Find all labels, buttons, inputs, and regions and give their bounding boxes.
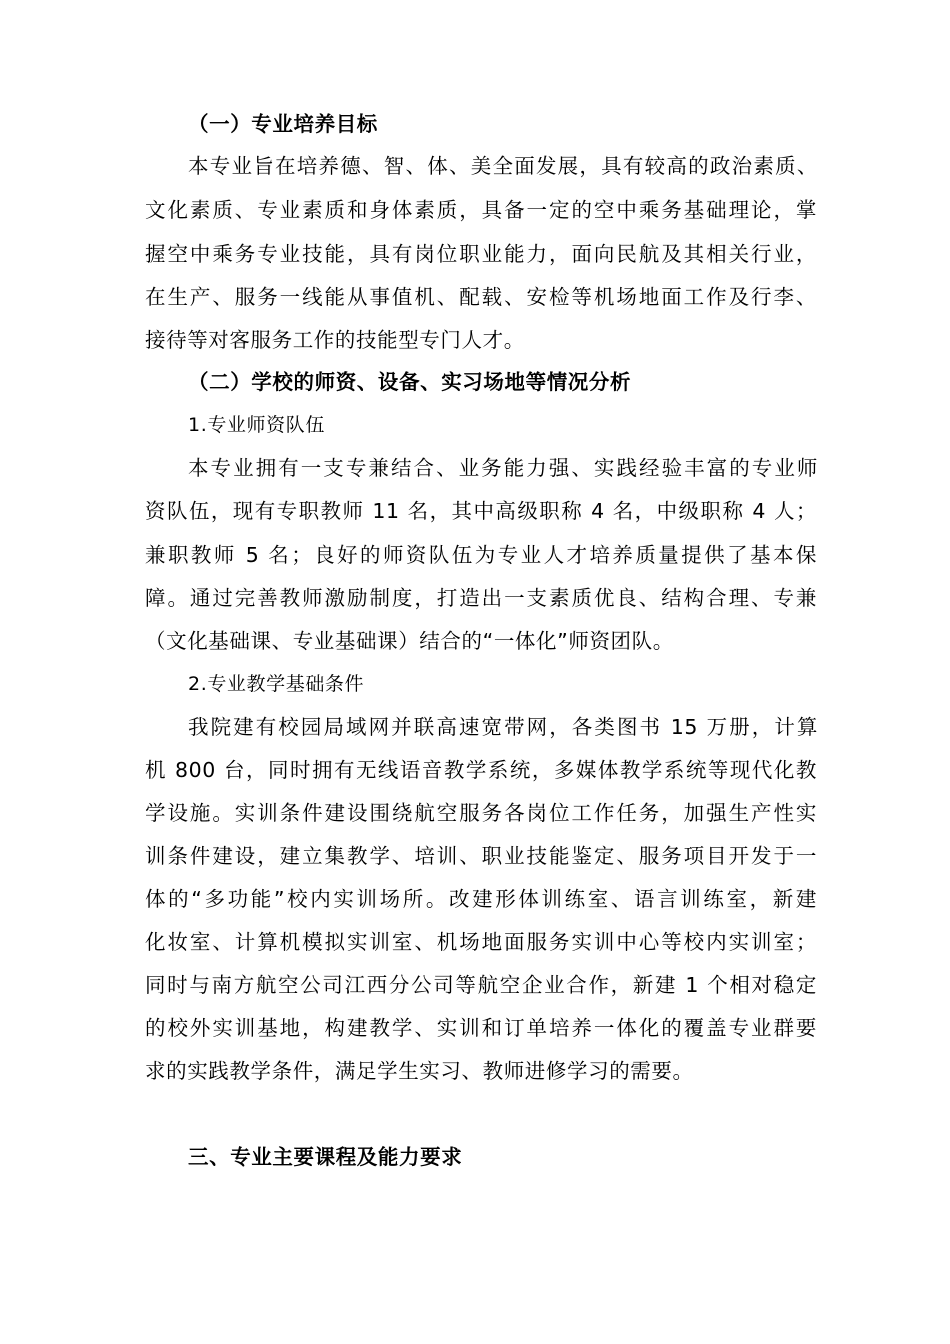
paragraph-line: 文化素质、专业素质和身体素质，具备一定的空中乘务基础理论，掌 [145,198,817,222]
paragraph-line: 化妆室、计算机模拟实训室、机场地面服务实训中心等校内实训室； [145,930,817,954]
paragraph-line: 握空中乘务专业技能，具有岗位职业能力，面向民航及其相关行业， [145,242,817,266]
paragraph-line: 训条件建设，建立集教学、培训、职业技能鉴定、服务项目开发于一 [145,844,817,868]
paragraph-line: 接待等对客服务工作的技能型专门人才。 [145,328,525,352]
paragraph-line: 兼职教师 5 名；良好的师资队伍为专业人才培养质量提供了基本保 [145,543,817,567]
paragraph-line: 的校外实训基地，构建教学、实训和订单培养一体化的覆盖专业群要 [145,1016,817,1040]
paragraph-line: 资队伍，现有专职教师 11 名，其中高级职称 4 名，中级职称 4 人； [145,499,817,523]
chapter-heading-courses: 三、专业主要课程及能力要求 [188,1145,463,1169]
paragraph-line: 机 800 台，同时拥有无线语音教学系统，多媒体教学系统等现代化教 [145,758,817,782]
section-heading-training-goal: （一）专业培养目标 [188,112,378,136]
paragraph-line: 本专业拥有一支专兼结合、业务能力强、实践经验丰富的专业师 [188,456,818,480]
section-heading-analysis: （二）学校的师资、设备、实习场地等情况分析 [188,370,632,394]
paragraph-line: 学设施。实训条件建设围绕航空服务各岗位工作任务，加强生产性实 [145,801,817,825]
paragraph-line: 障。通过完善教师激励制度，打造出一支素质优良、结构合理、专兼 [145,586,817,610]
subsection-title-conditions: 2.专业教学基础条件 [188,673,365,695]
paragraph-line: 同时与南方航空公司江西分公司等航空企业合作，新建 1 个相对稳定 [145,973,817,997]
paragraph-line: （文化基础课、专业基础课）结合的“一体化”师资团队。 [145,629,674,653]
paragraph-line: 求的实践教学条件，满足学生实习、教师进修学习的需要。 [145,1059,694,1083]
subsection-title-teachers: 1.专业师资队伍 [188,414,325,436]
paragraph-line: 我院建有校园局域网并联高速宽带网，各类图书 15 万册，计算 [188,715,818,739]
paragraph-line: 在生产、服务一线能从事值机、配载、安检等机场地面工作及行李、 [145,285,817,309]
paragraph-line: 本专业旨在培养德、智、体、美全面发展，具有较高的政治素质、 [188,154,818,178]
paragraph-line: 体的“多功能”校内实训场所。改建形体训练室、语言训练室，新建 [145,887,817,911]
